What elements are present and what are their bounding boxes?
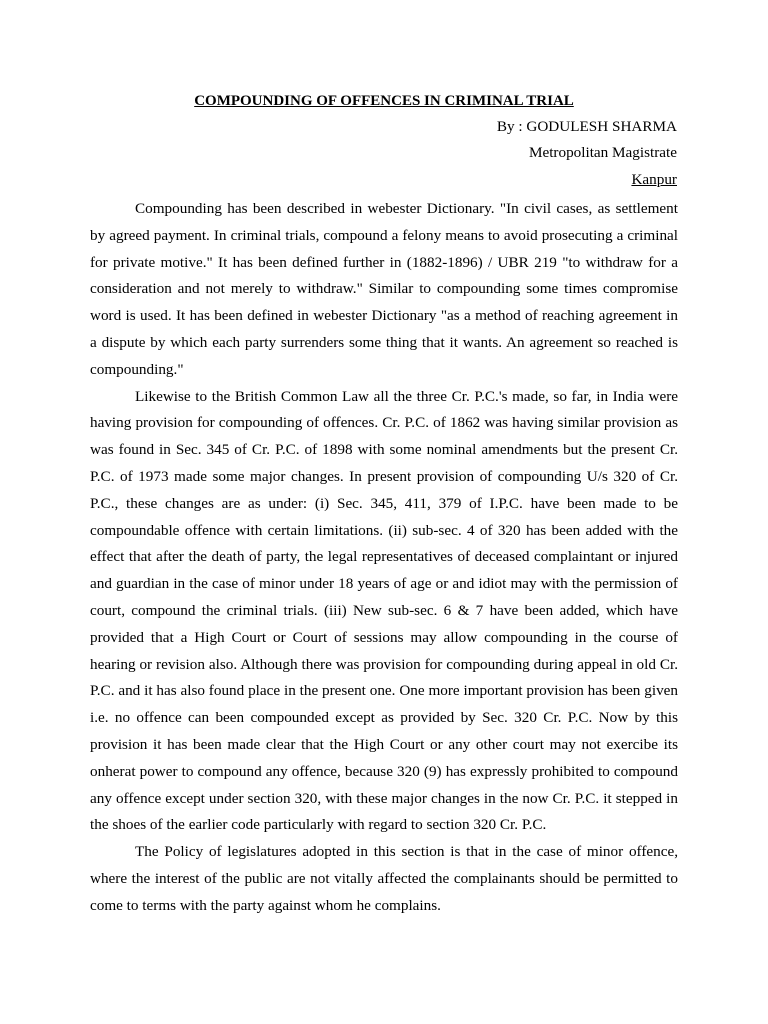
document-title: COMPOUNDING OF OFFENCES IN CRIMINAL TRIAL: [194, 93, 574, 109]
paragraph-history: Likewise to the British Common Law all the three Cr. P.C.'s made, so far, in India were having provision for compounding of offences. Cr. P.C. of 1862 was having similar provision as was found in Sec. 345 of Cr. P.C. of 1898 with some nominal amendments but the present Cr. P.C. of 1973 made some major changes. In present provision of compounding U/s 320 of Cr. P.C., these changes are as under: (i) Sec. 345, 411, 379 of I.P.C. have been made to be compoundable offence with certain limitations. (ii) sub-sec. 4 of 320 has been added with the effect that after the death of party, the legal representatives of deceased complaintant or injured and guardian in the case of minor under 18 years of age or and idiot may with the permission of court, compound the criminal trials. (iii) New sub-sec. 6 & 7 have been added, which have provided that a High Court or Court of sessions may allow compounding in the course of hearing or revision also. Although there was provision for compounding during appeal in old Cr. P.C. and it has also found place in the present one. One more important provision has been given i.e. no offence can been compounded except as provided by Sec. 320 Cr. P.C. Now by this provision it has been made clear that the High Court or any other court may not exercibe its onherat power to compound any offence, because 320 (9) has expressly prohibited to compound any offence except under section 320, with these major changes in the now Cr. P.C. it stepped in the shoes of the earlier code particularly with regard to section 320 Cr. P.C.: [90, 387, 678, 834]
paragraph-policy: The Policy of legislatures adopted in this section is that in the case of minor offence, where the interest of the public are not vitally affected the complainants should be permitted to come to terms with the party against whom he complains.: [90, 843, 678, 914]
author-line: By : GODULESH SHARMA: [496, 118, 677, 135]
paragraph-definition: Compounding has been described in webester Dictionary. "In civil cases, as settlement by agreed payment. In criminal trials, compound a felony means to avoid prosecuting a criminal for private motive." It has been defined further in (1882-1896) / UBR 219 "to withdraw for a consideration and not merely to withdraw." Similar to compounding some times compromise word is used. It has been defined in webester Dictionary "as a method of reaching agreement in a dispute by which each party surrenders some thing that it wants. An agreement so reached is compounding.": [90, 200, 678, 378]
author-designation: Metropolitan Magistrate: [528, 144, 677, 161]
author-place: Kanpur: [631, 171, 677, 188]
document-body: [90, 196, 678, 920]
